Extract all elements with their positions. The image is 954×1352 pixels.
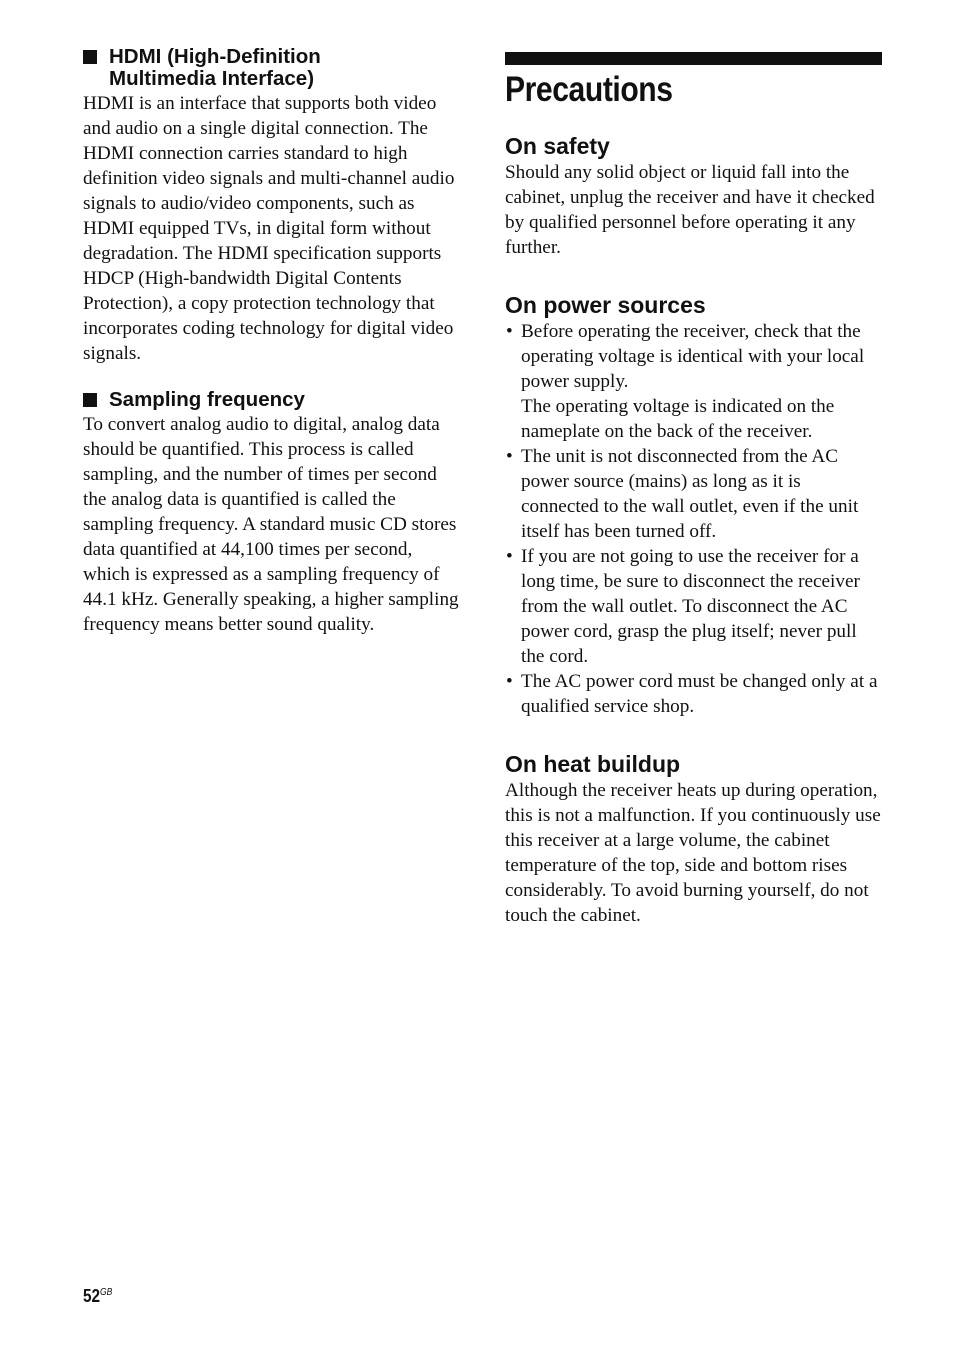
list-item [505, 669, 882, 719]
list-item [505, 544, 882, 669]
power-heading: On power sources [505, 292, 706, 318]
hdmi-section [83, 46, 461, 366]
power-item-1-note: The operating voltage is indicated on the nameplate on the back of the receiver. [521, 396, 835, 442]
heat-body: Although the receiver heats up during operation, this is not a malfunction. If you continuously use this receiver at a large volume, the cabinet temperature of the top, side and bottom rises considerably. To avoid burning yourself, do not touch the cabinet. [505, 780, 881, 926]
sampling-body: To convert analog audio to digital, analog data should be quantified. This process is called sampling, and the number of times per second the analog data is quantified is called the sampling frequency. A standard music CD stores data quantified at 44,100 times per second, which is expressed as a sampling frequency of 44.1 kHz. Generally speaking, a higher sampling frequency means better sound quality. [83, 414, 459, 635]
power-item-1-text: • Before operating the receiver, check that the operating voltage is identical with your local power supply. [521, 321, 865, 392]
power-item-2-text: • The unit is not disconnected from the AC power source (mains) as long as it is connected to the wall outlet, even if the unit itself has been turned off. [521, 446, 859, 542]
sampling-heading [83, 389, 461, 411]
list-item [505, 444, 882, 544]
safety-body: Should any solid object or liquid fall into the cabinet, unplug the receiver and have it checked by qualified personnel before operating it any further. [505, 162, 875, 258]
square-bullet-icon [83, 393, 97, 407]
title-rule [505, 52, 882, 65]
hdmi-heading-line1: HDMI (High-Definition [109, 45, 321, 68]
power-item-3-text: • If you are not going to use the receiver for a long time, be sure to disconnect the receiver from the wall outlet. To disconnect the AC power cord, grasp the plug itself; never pull the cord. [521, 546, 860, 667]
page-number-value: 52 [83, 1286, 101, 1306]
safety-heading: On safety [505, 133, 610, 159]
heat-section [505, 751, 882, 928]
list-item [505, 319, 882, 444]
hdmi-body: HDMI is an interface that supports both video and audio on a single digital connection. The HDMI connection carries standard to high definition video signals and multi-channel audio signals to audio/video components, such as HDMI equipped TVs, in digital form without degradation. The HDMI specification supports HDCP (High-bandwidth Digital Contents Protection), a copy protection technology that incorporates coding technology for digital video signals. [83, 93, 455, 364]
left-column [83, 46, 461, 637]
hdmi-heading-line2: Multimedia Interface) [109, 67, 315, 90]
heat-heading: On heat buildup [505, 751, 681, 777]
power-list [505, 319, 882, 719]
page-number-suffix: GB [100, 1287, 113, 1298]
power-item-4-text: • The AC power cord must be changed only at a qualified service shop. [521, 671, 878, 717]
square-bullet-icon [83, 50, 97, 64]
power-section [505, 292, 882, 719]
sampling-heading-text: Sampling frequency [109, 388, 305, 411]
right-column [505, 52, 882, 928]
hdmi-heading [83, 46, 461, 90]
page-title: Precautions [505, 70, 673, 109]
sampling-section [83, 389, 461, 637]
page-number [83, 1282, 112, 1307]
safety-section [505, 133, 882, 260]
